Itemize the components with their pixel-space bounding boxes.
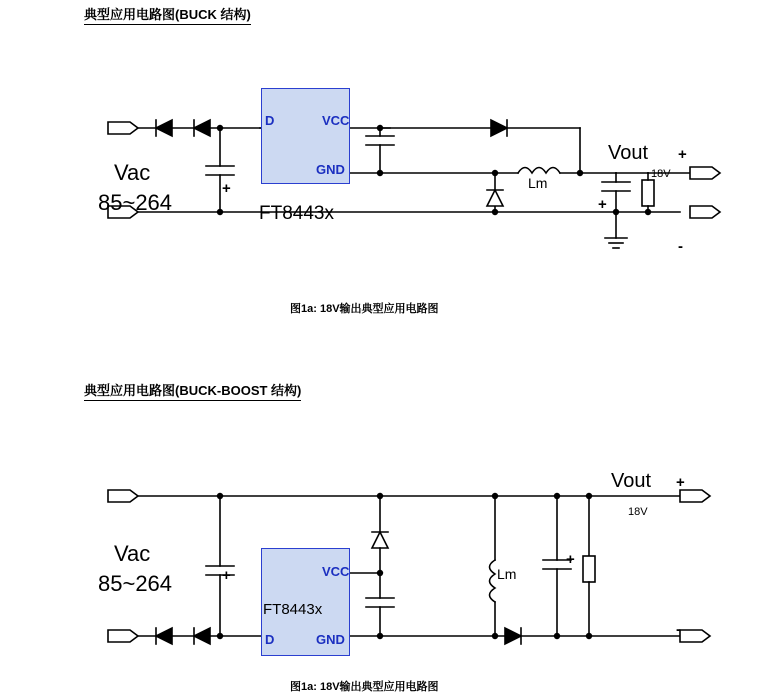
vout-value-buck: 18V <box>651 168 671 180</box>
vout-label-buck-boost: Vout <box>611 470 652 492</box>
caption-buck-boost: 图1a: 18V输出典型应用电路图 <box>290 681 439 693</box>
chip-pin-d-buck-boost: D <box>265 632 275 647</box>
input-cap-plus-buck-boost: + <box>222 567 231 584</box>
circuit-diagram-buck <box>60 70 740 300</box>
vac-range-buck: 85~264 <box>98 190 173 215</box>
input-cap-plus-buck: + <box>222 180 231 197</box>
vout-label-buck: Vout <box>608 142 649 164</box>
vac-label-buck: Vac <box>114 160 151 185</box>
inductor-label-buck-boost: Lm <box>497 566 517 582</box>
chip-pin-d-buck: D <box>265 113 275 128</box>
vac-label-buck-boost: Vac <box>114 541 151 566</box>
caption-buck: 图1a: 18V输出典型应用电路图 <box>290 303 439 315</box>
vout-value-buck-boost: 18V <box>628 506 648 518</box>
chip-label-buck: FT8443x <box>259 203 334 224</box>
inductor-label-buck: Lm <box>528 175 548 191</box>
chip-pin-gnd-buck-boost: GND <box>316 632 345 647</box>
chip-pin-gnd-buck: GND <box>316 162 345 177</box>
vout-minus-buck-boost: - <box>676 621 681 638</box>
section-title-buck: 典型应用电路图(BUCK 结构) <box>84 4 251 25</box>
output-cap-plus-buck: + <box>598 196 607 213</box>
vout-plus-buck: + <box>678 146 687 163</box>
chip-pin-vcc-buck: VCC <box>322 113 350 128</box>
chip-label-buck-boost: FT8443x <box>263 601 323 618</box>
vout-plus-buck-boost: + <box>676 474 685 491</box>
vout-minus-buck: - <box>678 238 683 255</box>
chip-pin-vcc-buck-boost: VCC <box>322 564 350 579</box>
output-cap-plus-buck-boost: + <box>566 551 575 568</box>
section-title-buck-boost: 典型应用电路图(BUCK-BOOST 结构) <box>84 380 301 401</box>
vac-range-buck-boost: 85~264 <box>98 571 173 596</box>
